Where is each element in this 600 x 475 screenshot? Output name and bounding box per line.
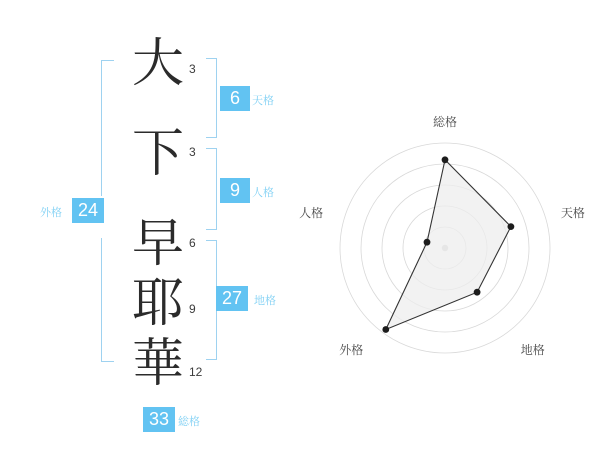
radar-data-point (442, 156, 449, 163)
radar-axis-label: 天格 (560, 205, 585, 220)
chikaku-label: 地格 (254, 294, 276, 307)
stroke-count: 3 (189, 145, 196, 159)
soukaku-label: 総格 (178, 415, 200, 428)
name-character: 大 (131, 34, 184, 94)
radar-axis-label: 地格 (520, 342, 545, 357)
name-character: 耶 (131, 274, 184, 334)
tenkaku-value-badge: 6 (220, 86, 250, 111)
radar-data-point (382, 326, 389, 333)
name-character: 早 (131, 214, 184, 274)
radar-data-point (508, 223, 515, 230)
chikaku-value-badge: 27 (216, 286, 248, 311)
radar-axis-label: 総格 (432, 115, 457, 129)
soukaku-value-badge: 33 (143, 407, 175, 432)
tenkaku-label: 天格 (252, 94, 274, 107)
stroke-count: 9 (189, 302, 196, 316)
jinkaku-bracket (206, 148, 217, 230)
jinkaku-label: 人格 (252, 186, 274, 199)
jinkaku-value-badge: 9 (220, 178, 250, 203)
radar-axis-label: 外格 (339, 342, 364, 357)
stroke-count: 6 (189, 236, 196, 250)
radar-data-point (474, 289, 481, 296)
name-character: 華 (131, 334, 184, 394)
radar-axis-label: 人格 (299, 205, 324, 220)
name-stroke-diagram (0, 0, 300, 470)
name-character: 下 (131, 124, 184, 184)
gaikaku-value-badge: 24 (72, 198, 104, 223)
gaikaku-label: 外格 (40, 206, 62, 219)
stroke-count: 3 (189, 62, 196, 76)
radar-data-point (424, 239, 431, 246)
radar-series-area (386, 160, 511, 330)
radar-chart-svg (300, 0, 600, 470)
radar-chart (300, 0, 600, 470)
stroke-count: 12 (189, 365, 203, 379)
